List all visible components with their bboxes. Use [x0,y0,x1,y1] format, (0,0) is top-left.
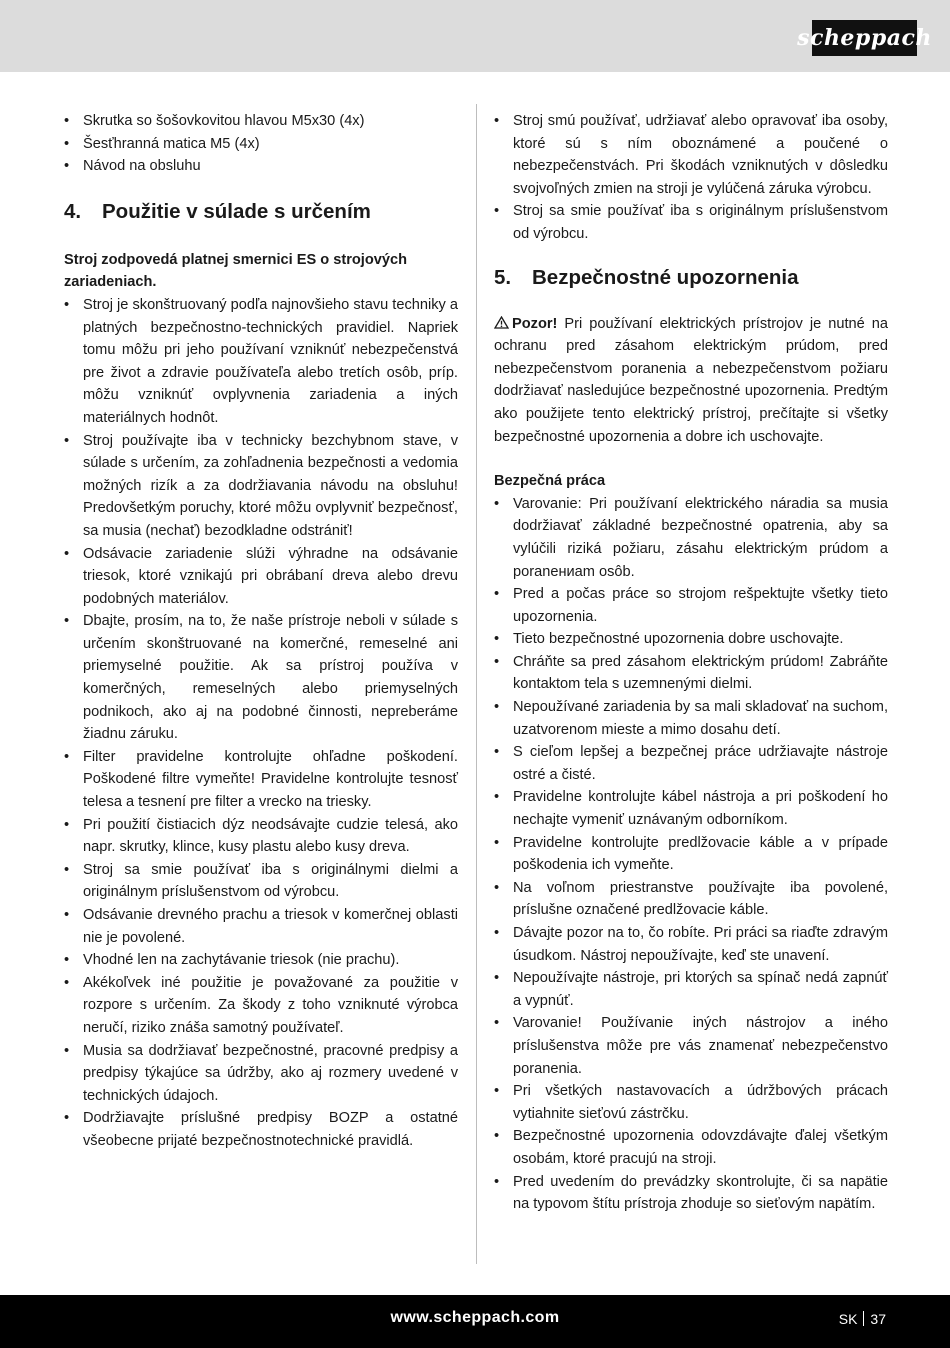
page-number: 37 [870,1311,886,1327]
warning-text: Pri používaní elektrických prístrojov je nutné na ochranu pred zásahom elektrickým prúdom, pred nebezpečenstvom poranenia a nebezpečenstvom požiaru dodržiavať nasledujúce bezpečnostné upozornenia. Predtým ako použijete tento elektrický prístroj, prečítajte si všetky bezpečnostné upozornenia a dobre ich uschovajte. [494,315,888,445]
list-item: • Chráňte sa pred zásahom elektrickým prúdom! Zabráňte kontaktom tela s uzemnenými dielmi. [494,651,888,696]
list-item: • Na voľnom priestranstve používajte iba povolené, príslušne označené predlžovacie káble. [494,877,888,922]
list-item: • Dodržiavajte príslušné predpisy BOZP a ostatné všeobecne prijaté bezpečnostnotechnické pravidlá. [64,1107,458,1152]
list-item: • Stroj smú používať, udržiavať alebo opravovať iba osoby, ktoré sú s ním oboznámené a poučené o nebezpečenstvách. Pri škodách vzniknutých v dôsledku svojvoľných zmien na stroji je vylúčená záruka výrobcu. [494,110,888,200]
list-item: • Stroj sa smie používať iba s originálnym príslušenstvom od výrobcu. [494,200,888,245]
list-item: • Nepoužívajte nástroje, pri ktorých sa spínač nedá zapnúť a vypnúť. [494,967,888,1012]
list-item: • Odsávacie zariadenie slúži výhradne na odsávanie triesok, ktoré vznikajú pri obrábaní dreva alebo drevu podobných materiálov. [64,543,458,611]
list-item: • Pred a počas práce so strojom rešpektujte všetky tieto upozornenia. [494,583,888,628]
intended-use-list [64,294,458,1153]
list-item: • Odsávanie drevného prachu a triesok v komerčnej oblasti nie je povolené. [64,904,458,949]
list-item: • Pri použití čistiacich dýz neodsávajte cudzie telesá, ako napr. skrutky, klince, kusy plastu alebo kusy dreva. [64,814,458,859]
list-item: • Pred uvedením do prevádzky skontrolujte, či sa napätie na typovom štítu prístroja zhoduje so sieťovým napätím. [494,1171,888,1216]
safe-work-list [494,493,888,1216]
list-item: • Vhodné len na zachytávanie triesok (nie prachu). [64,949,458,972]
intro-paragraph: Stroj zodpovedá platnej smernici ES o strojových zariadeniach. [64,251,408,291]
parts-list [64,110,458,178]
warning-paragraph [494,313,888,449]
scheppach-logo: scheppach [812,20,917,56]
website-url: www.scheppach.com [390,1309,560,1326]
header-bar [0,0,950,72]
page-indicator [839,1311,886,1327]
list-item: • Dávajte pozor na to, čo robíte. Pri práci sa riaďte zdravým úsudkom. Nástroj nepoužívajte, keď ste unavení. [494,922,888,967]
list-item: • Skrutka so šošovkovitou hlavou M5x30 (4x) [64,110,458,133]
list-item: • Dbajte, prosím, na to, že naše prístroje neboli v súlade s určením skonštruované na komerčné, remeselné ani priemyselné použitie. Ak sa prístroj používa v komerčných, remeselných alebo priemyselných podnikoch, ako aj na podobné činnosti, nepreberáme žiadnu záruku. [64,610,458,746]
list-item: • Nepoužívané zariadenia by sa mali skladovať na suchom, uzatvorenom mieste a mimo dosahu detí. [494,696,888,741]
list-item: • Pravidelne kontrolujte predlžovacie káble a v prípade poškodenia ich vymeňte. [494,832,888,877]
list-item: • Stroj sa smie používať iba s originálnymi dielmi a originálnym príslušenstvom od výrobcu. [64,859,458,904]
section-number: 5. [494,265,512,289]
section-number: 4. [64,199,82,223]
list-item: • Filter pravidelne kontrolujte ohľadne poškodení. Poškodené filtre vymeňte! Pravidelne kontrolujte tesnosť telesa a tesnení pre filter a vrecko na triesky. [64,746,458,814]
section-title: Použitie v súlade s určením [102,199,371,223]
footer-bar [0,1295,950,1348]
warning-label: Pozor! [512,315,558,332]
warning-triangle-icon [494,316,512,332]
page-separator [863,1311,864,1326]
section-heading-safety [494,265,888,291]
subheading-safe-work: Bezpečná práca [494,473,606,490]
section-title: Bezpečnostné upozornenia [532,265,799,289]
list-item: • S cieľom lepšej a bezpečnej práce udržiavajte nástroje ostré a čisté. [494,741,888,786]
list-item: • Musia sa dodržiavať bezpečnostné, pracovné predpisy a predpisy týkajúce sa údržby, ako aj rozmery uvedené v technických údajoch. [64,1040,458,1108]
list-item: • Pri všetkých nastavovacích a údržbových prácach vytiahnite sieťovú zástrčku. [494,1080,888,1125]
list-item: • Bezpečnostné upozornenia odovzdávajte ďalej všetkým osobám, ktoré pracujú na stroji. [494,1125,888,1170]
section-heading-intended-use [64,199,458,225]
list-item: • Varovanie: Pri používaní elektrického náradia sa musia dodržiavať základné bezpečnostné opatrenia, aby sa vylúčili riziká požiaru, zásahu elektrickým prúdom a poranениam osôb. [494,493,888,583]
left-column [64,110,458,1153]
list-item: • Návod na obsluhu [64,155,458,178]
operator-list [494,110,888,246]
list-item: • Akékoľvek iné použitie je považované za použitie v rozpore s určením. Za škody z toho vzniknuté výrobca neručí, riziko znáša samotný používateľ. [64,972,458,1040]
list-item: • Šesťhranná matica M5 (4x) [64,133,458,156]
list-item: • Stroj je skonštruovaný podľa najnovšieho stavu techniky a platných bezpečnostno-technických pravidiel. Napriek tomu môžu pri jeho používaní vzniknúť nebezpečenstvá pre život a zdravie používateľa alebo tretích osôb, príp. môžu vzniknúť ovplyvnenia zariadenia a iných materiálnych hodnôt. [64,294,458,430]
list-item: • Stroj používajte iba v technicky bezchybnom stave, v súlade s určením, za zohľadnenia bezpečnosti a vedomia možných rizík a za dodržiavania návodu na obsluhu! Predovšetkým poruchy, ktoré môžu ovplyvniť bezpečnosť, sa musia (nechať) bezodkladne odstrániť! [64,430,458,543]
language-code: SK [838,1311,858,1327]
list-item: • Varovanie! Používanie iných nástrojov a iného príslušenstva môže pre vás znamenať nebezpečenstvo poranenia. [494,1012,888,1080]
list-item: • Pravidelne kontrolujte kábel nástroja a pri poškodení ho nechajte vymeniť uznávaným odborníkom. [494,786,888,831]
right-column [494,110,888,1216]
column-divider [476,104,477,1264]
list-item: • Tieto bezpečnostné upozornenia dobre uschovajte. [494,628,888,651]
